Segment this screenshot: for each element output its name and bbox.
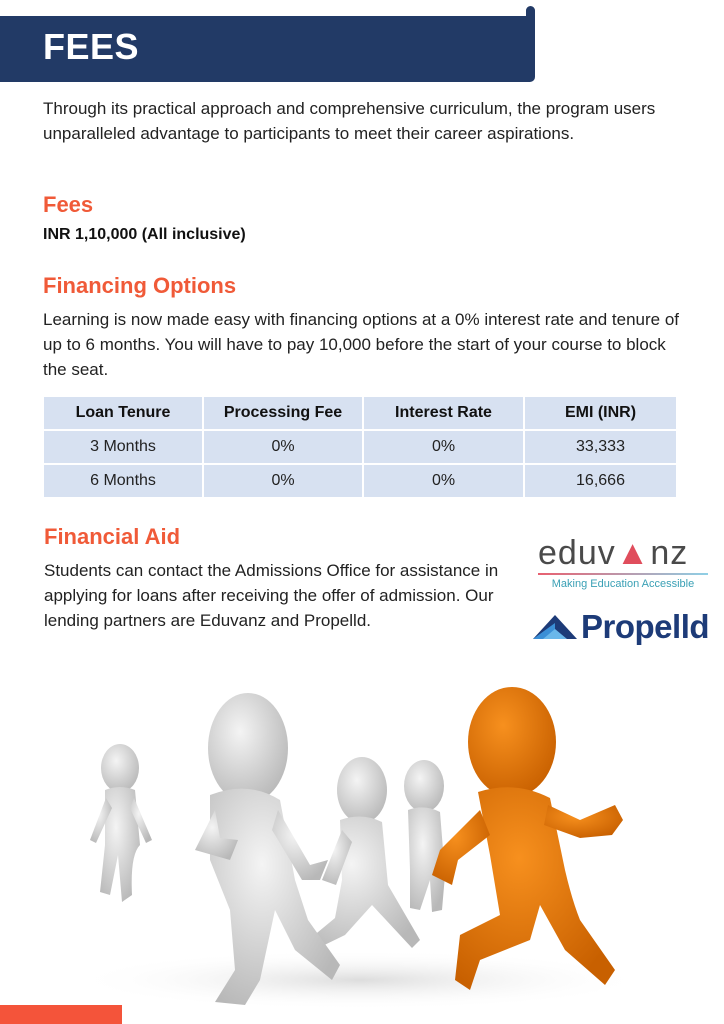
cell-tenure: 3 Months: [43, 430, 203, 464]
fees-heading: Fees: [43, 192, 94, 217]
running-figures-illustration: [60, 680, 670, 1010]
table-row: [43, 464, 677, 498]
financing-text: Learning is now made easy with financing options at a 0% interest rate and tenure of up to 6 months. You will have to pay 10,000 before the start of your course to block the seat.: [43, 310, 679, 379]
banner-curl: [526, 6, 535, 24]
cell-tenure: 6 Months: [43, 464, 203, 498]
col-emi: EMI (INR): [524, 396, 677, 430]
cell-interest-rate: 0%: [363, 464, 524, 498]
figure-far-left: [90, 744, 152, 902]
page-title: FEES: [43, 26, 140, 67]
loan-table: [42, 395, 678, 499]
financial-aid-heading: Financial Aid: [44, 524, 181, 549]
financial-aid-text: Students can contact the Admissions Office for assistance in applying for loans after receiving the offer of admission. Our lending partners are Eduvanz and Propelld.: [44, 561, 499, 630]
intro-paragraph: Through its practical approach and comprehensive curriculum, the program users unparalleled advantage to participants to meet their career aspirations.: [43, 99, 656, 143]
propelld-wordmark: Propelld: [581, 608, 710, 645]
propelld-mountain-icon: [533, 615, 577, 639]
figure-right-back: [404, 760, 445, 912]
footer-accent-bar: [0, 1005, 122, 1024]
eduvanz-suffix: nz: [650, 534, 689, 572]
cell-processing-fee: 0%: [203, 464, 363, 498]
eduvanz-tagline: Making Education Accessible: [551, 578, 695, 590]
eduvanz-wordmark: [538, 535, 708, 571]
propelld-logo: [533, 608, 709, 646]
financing-heading: Financing Options: [43, 273, 237, 298]
eduvanz-logo: [538, 535, 708, 590]
title-banner: [0, 16, 535, 82]
col-loan-tenure: Loan Tenure: [43, 396, 203, 430]
eduvanz-a-icon: ▲: [615, 534, 651, 572]
eduvanz-rule: [538, 573, 708, 575]
table-row: [43, 430, 677, 464]
eduvanz-prefix: eduv: [538, 534, 616, 572]
figure-middle: [306, 757, 420, 952]
fees-amount: INR 1,10,000 (All inclusive): [43, 226, 246, 243]
col-processing-fee: Processing Fee: [203, 396, 363, 430]
cell-emi: 33,333: [524, 430, 677, 464]
cell-interest-rate: 0%: [363, 430, 524, 464]
cell-processing-fee: 0%: [203, 430, 363, 464]
col-interest-rate: Interest Rate: [363, 396, 524, 430]
figure-orange: [432, 687, 623, 990]
cell-emi: 16,666: [524, 464, 677, 498]
table-header-row: [43, 396, 677, 430]
